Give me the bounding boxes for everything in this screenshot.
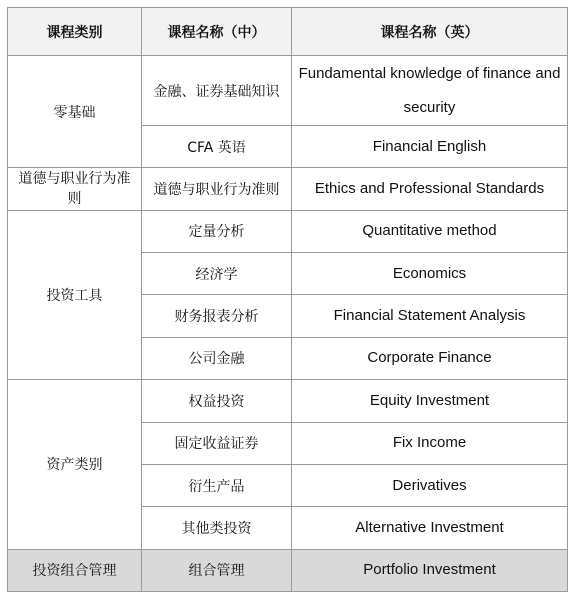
table-row <box>8 168 568 210</box>
course-name-en: Fix Income <box>292 422 568 464</box>
header-category: 课程类别 <box>8 8 142 56</box>
course-name-cn: 金融、证券基础知识 <box>142 56 292 126</box>
course-name-cn: CFA 英语 <box>142 126 292 168</box>
table-row <box>8 56 568 126</box>
course-name-cn: 公司金融 <box>142 337 292 379</box>
category-cell: 零基础 <box>8 56 142 168</box>
course-name-en: Derivatives <box>292 464 568 506</box>
course-name-en: Portfolio Investment <box>292 549 568 591</box>
course-name-en: Financial Statement Analysis <box>292 295 568 337</box>
category-cell: 道德与职业行为准则 <box>8 168 142 210</box>
course-name-cn: 道德与职业行为准则 <box>142 168 292 210</box>
course-name-cn: 固定收益证券 <box>142 422 292 464</box>
table-row <box>8 549 568 591</box>
header-row <box>8 8 568 56</box>
course-name-en: Fundamental knowledge of finance and security <box>292 56 568 126</box>
header-name-en: 课程名称（英） <box>292 8 568 56</box>
category-cell: 投资工具 <box>8 210 142 379</box>
course-name-cn: 其他类投资 <box>142 507 292 549</box>
category-cell: 投资组合管理 <box>8 549 142 591</box>
course-name-cn: 衍生产品 <box>142 464 292 506</box>
course-name-en: Ethics and Professional Standards <box>292 168 568 210</box>
course-name-cn: 经济学 <box>142 253 292 295</box>
table-row <box>8 210 568 252</box>
course-name-en: Equity Investment <box>292 380 568 422</box>
category-cell: 资产类别 <box>8 380 142 549</box>
course-name-en: Financial English <box>292 126 568 168</box>
course-name-cn: 财务报表分析 <box>142 295 292 337</box>
course-name-en: Corporate Finance <box>292 337 568 379</box>
course-name-en: Alternative Investment <box>292 507 568 549</box>
course-name-en: Quantitative method <box>292 210 568 252</box>
course-name-cn: 权益投资 <box>142 380 292 422</box>
course-name-cn: 定量分析 <box>142 210 292 252</box>
course-table <box>7 7 568 592</box>
course-name-cn: 组合管理 <box>142 549 292 591</box>
table-row <box>8 380 568 422</box>
header-name-cn: 课程名称（中） <box>142 8 292 56</box>
course-name-en: Economics <box>292 253 568 295</box>
